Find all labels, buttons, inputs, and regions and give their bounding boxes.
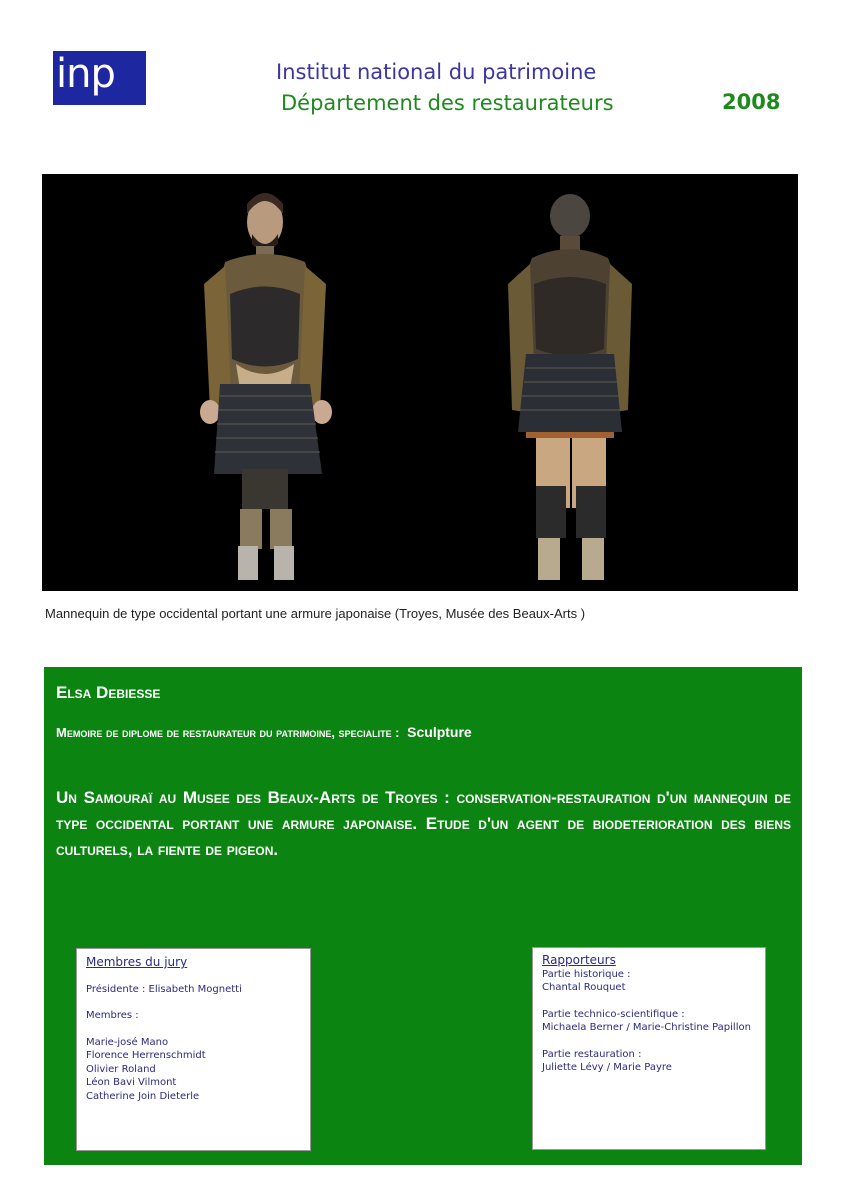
inp-logo <box>53 51 146 105</box>
armor-photo <box>42 174 798 591</box>
jury-heading: Membres du jury <box>86 955 188 969</box>
historique-label: Partie historique : <box>542 968 631 980</box>
historique-name: Chantal Rouquet <box>542 982 626 993</box>
department-title: Département des restaurateurs <box>281 91 614 115</box>
year-label: 2008 <box>722 90 781 114</box>
rapporteurs-box <box>532 947 766 1150</box>
back-figure <box>508 194 632 580</box>
rapporteurs-heading: Rapporteurs <box>542 953 616 967</box>
restauration-names: Juliette Lévy / Marie Payre <box>542 1062 672 1073</box>
logo-text: inp <box>56 51 115 97</box>
author-name: Elsa Debiesse <box>56 683 161 702</box>
restauration-label: Partie restauration : <box>542 1048 642 1060</box>
jury-box <box>76 948 311 1151</box>
armor-illustration <box>42 174 798 591</box>
thesis-title: Un Samouraï au Musee des Beaux-Arts de Troyes : conservation-restauration d'un mannequin de type occidental portant une armure japonaise. Etude d'un agent de biodeterioration des biens culturels, la fiente de pigeon. <box>56 788 791 859</box>
front-figure <box>200 193 332 580</box>
jury-member: Florence Herrenschmidt <box>86 1050 206 1061</box>
jury-president: Présidente : Elisabeth Mognetti <box>86 983 242 995</box>
photo-caption: Mannequin de type occidental portant une armure japonaise (Troyes, Musée des Beaux-Arts ) <box>45 606 586 621</box>
technico-label: Partie technico-scientifique : <box>542 1008 685 1020</box>
jury-members-label: Membres : <box>86 1010 139 1021</box>
jury-member: Catherine Join Dieterle <box>86 1090 200 1102</box>
institute-title: Institut national du patrimoine <box>276 60 597 84</box>
jury-member: Marie-josé Mano <box>86 1036 169 1048</box>
memoire-label: Memoire de diplome de restaurateur du patrimoine, specialite : <box>56 725 400 740</box>
thesis-panel <box>44 667 802 1165</box>
jury-member: Olivier Roland <box>86 1063 156 1075</box>
technico-names: Michaela Berner / Marie-Christine Papillon <box>542 1022 751 1033</box>
specialty: Sculpture <box>407 724 472 740</box>
memoire-line <box>56 724 472 740</box>
jury-member: Léon Bavi Vilmont <box>86 1077 177 1088</box>
